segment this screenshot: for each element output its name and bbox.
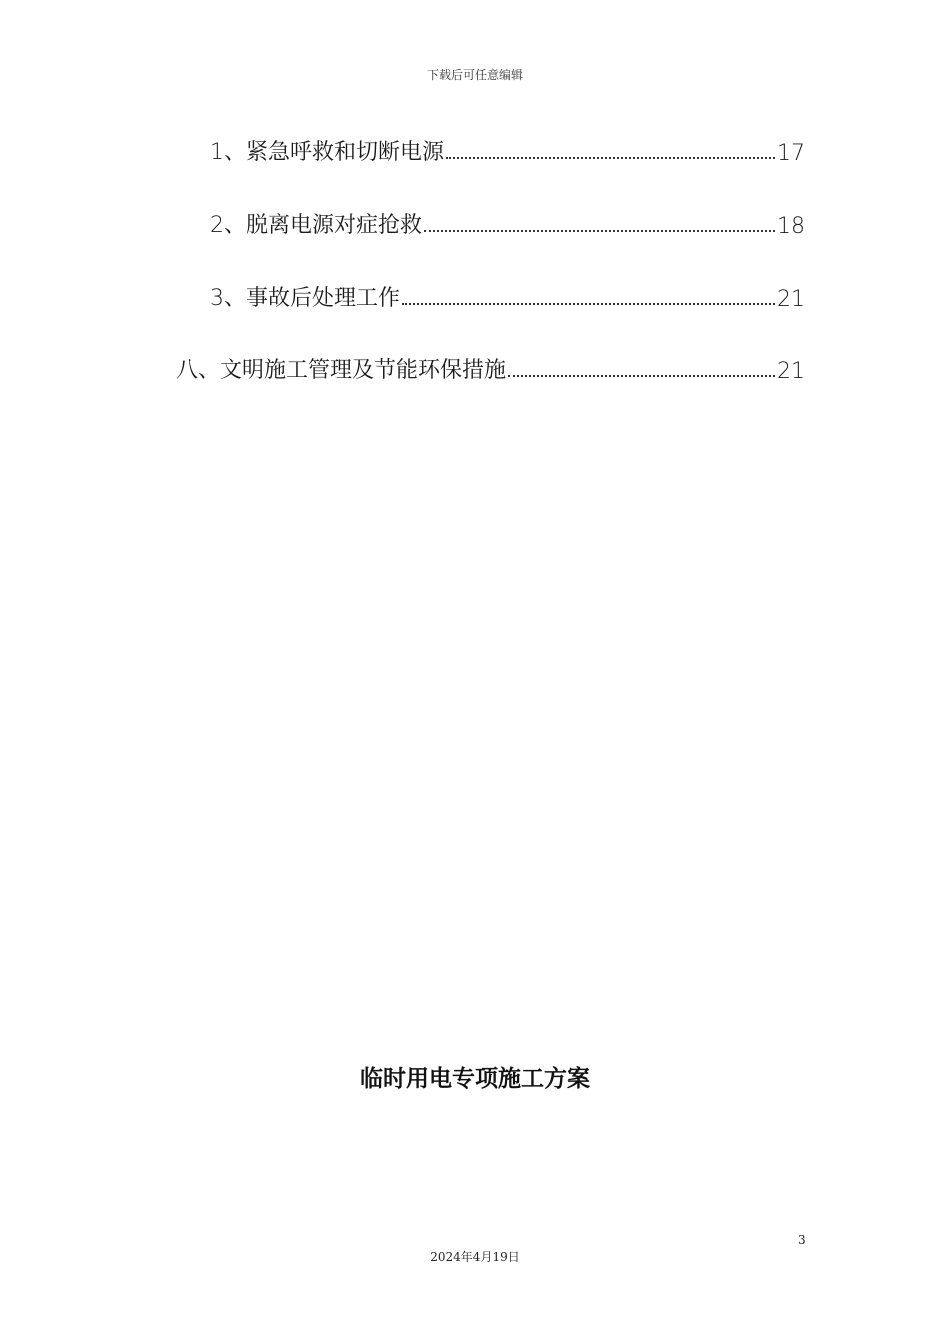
toc-entry-label: 2、脱离电源对症抢救	[210, 213, 422, 238]
toc-dot-leader	[446, 157, 775, 159]
toc-entry-page: 18	[777, 214, 805, 239]
header-note: 下载后可任意编辑	[426, 68, 523, 82]
toc-entry-rescue[interactable]	[210, 207, 805, 239]
toc-entry-page: 21	[777, 359, 805, 384]
toc-entry-page: 21	[777, 287, 805, 312]
toc-entry-emergency-call[interactable]	[210, 134, 805, 166]
toc-entry-page: 17	[777, 141, 805, 166]
toc-entry-civilized-construction[interactable]	[176, 352, 805, 384]
document-title: 临时用电专项施工方案	[360, 1066, 590, 1092]
toc-dot-leader	[402, 303, 775, 305]
toc-entry-aftermath[interactable]	[210, 280, 805, 312]
toc-dot-leader	[508, 375, 775, 377]
toc-entry-label: 八、文明施工管理及节能环保措施	[176, 358, 507, 383]
page-number: 3	[798, 1233, 806, 1247]
toc-entry-label: 1、紧急呼救和切断电源	[210, 140, 444, 165]
footer-date: 2024年4月19日	[430, 1250, 520, 1264]
toc-entry-label: 3、事故后处理工作	[210, 286, 400, 311]
toc-dot-leader	[424, 230, 775, 232]
